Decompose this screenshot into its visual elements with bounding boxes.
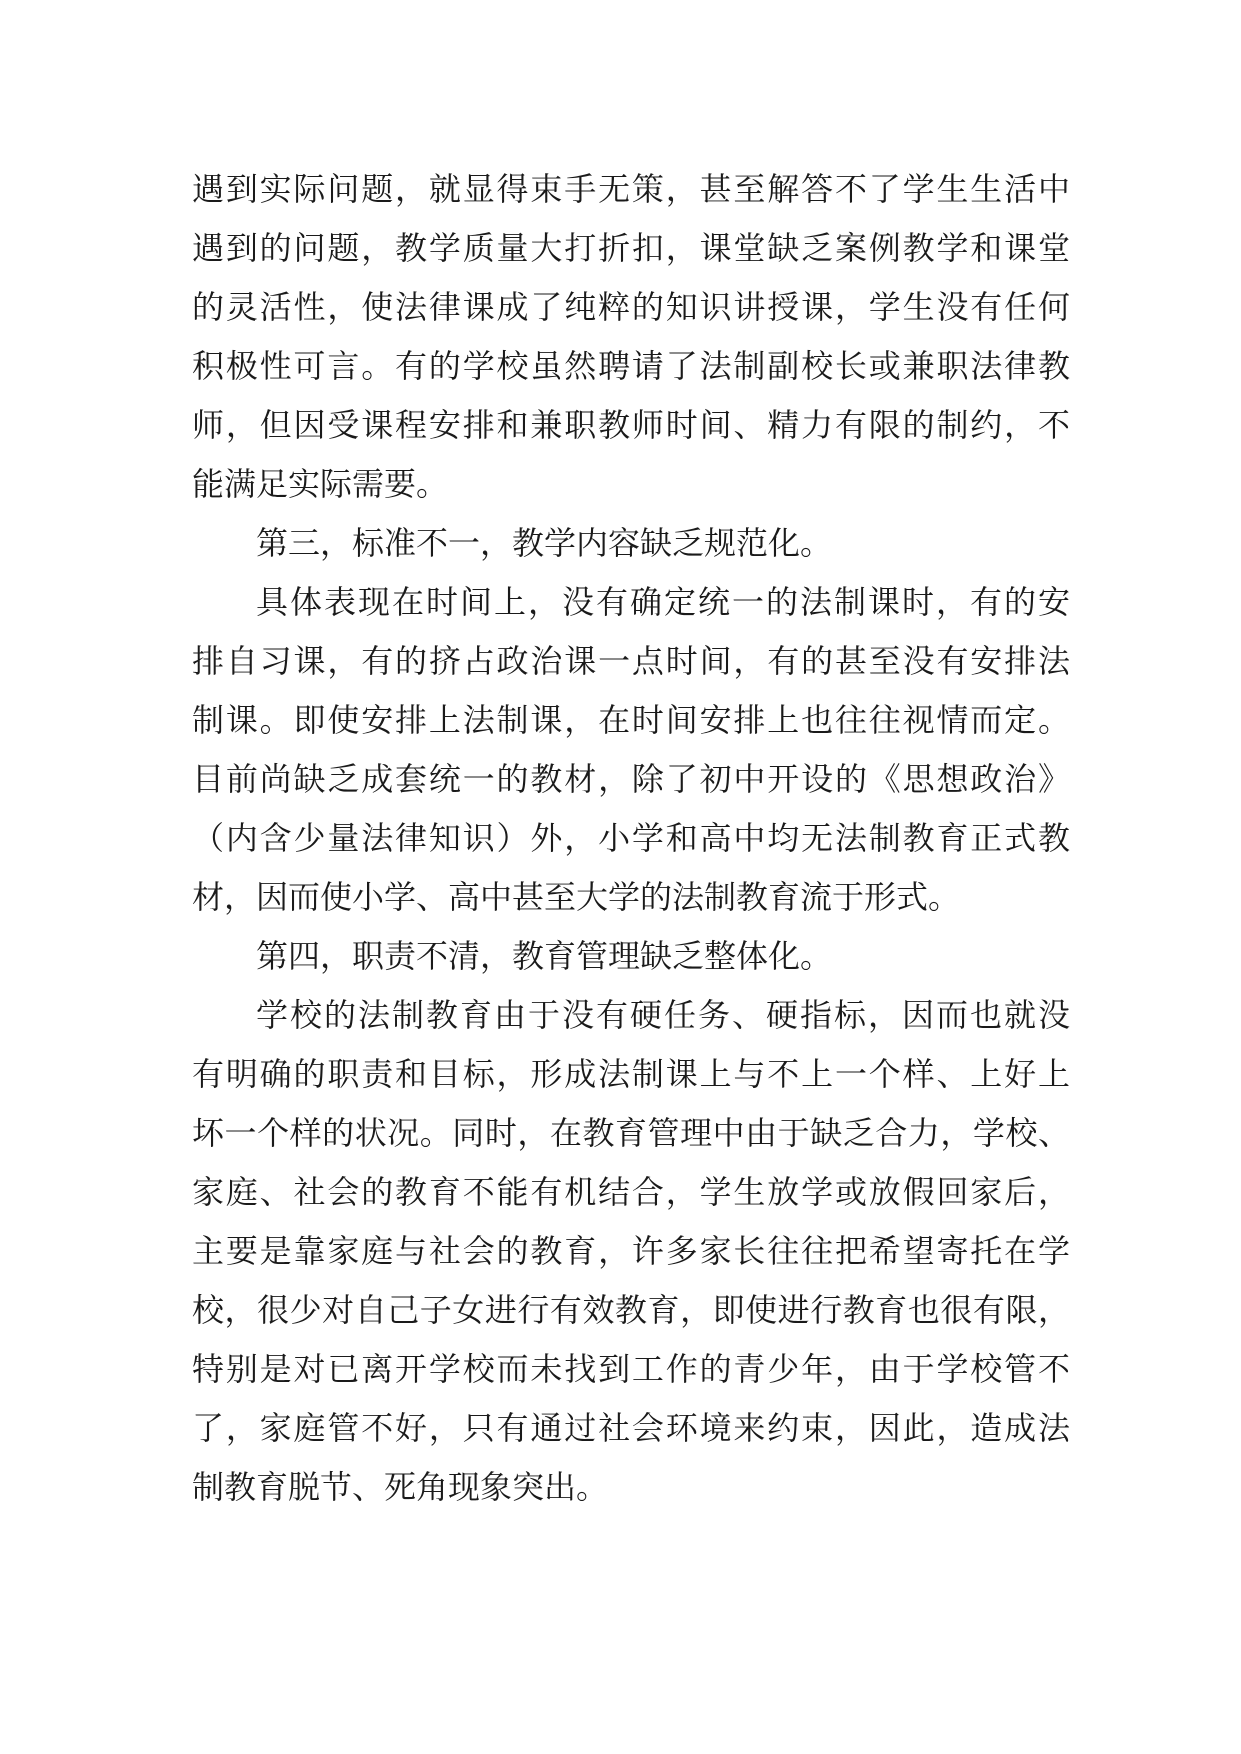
text-line: 排自习课，有的挤占政治课一点时间，有的甚至没有安排法: [192, 642, 1070, 680]
text-line: 能满足实际需要。: [192, 465, 449, 503]
text-line: （内含少量法律知识）外，小学和高中均无法制教育正式教: [192, 819, 1070, 857]
text-line: 积极性可言。有的学校虽然聘请了法制副校长或兼职法律教: [192, 347, 1070, 385]
text-line: 坏一个样的状况。同时，在教育管理中由于缺乏合力，学校、: [192, 1114, 1070, 1152]
text-line: 的灵活性，使法律课成了纯粹的知识讲授课，学生没有任何: [192, 288, 1070, 326]
text-line: 制课。即使安排上法制课，在时间安排上也往往视情而定。: [192, 701, 1070, 739]
text-line: 主要是靠家庭与社会的教育，许多家长往往把希望寄托在学: [192, 1232, 1070, 1270]
text-line: 第四，职责不清，教育管理缺乏整体化。: [256, 937, 833, 975]
text-line: 师，但因受课程安排和兼职教师时间、精力有限的制约，不: [192, 406, 1070, 444]
text-line: 校，很少对自己子女进行有效教育，即使进行教育也很有限，: [192, 1291, 1070, 1329]
text-line: 遇到的问题，教学质量大打折扣，课堂缺乏案例教学和课堂: [192, 229, 1070, 267]
text-line: 遇到实际问题，就显得束手无策，甚至解答不了学生生活中: [192, 170, 1070, 208]
text-line: 有明确的职责和目标，形成法制课上与不上一个样、上好上: [192, 1055, 1070, 1093]
text-line: 特别是对已离开学校而未找到工作的青少年，由于学校管不: [192, 1350, 1070, 1388]
text-line: 学校的法制教育由于没有硬任务、硬指标，因而也就没: [256, 996, 1070, 1034]
text-line: 制教育脱节、死角现象突出。: [192, 1468, 609, 1506]
text-line: 第三，标准不一，教学内容缺乏规范化。: [256, 524, 833, 562]
text-line: 家庭、社会的教育不能有机结合，学生放学或放假回家后，: [192, 1173, 1070, 1211]
text-line: 具体表现在时间上，没有确定统一的法制课时，有的安: [256, 583, 1070, 621]
text-line: 了，家庭管不好，只有通过社会环境来约束，因此，造成法: [192, 1409, 1070, 1447]
body-text: [192, 160, 1070, 1517]
text-line: 材，因而使小学、高中甚至大学的法制教育流于形式。: [192, 878, 961, 916]
text-line: 目前尚缺乏成套统一的教材，除了初中开设的《思想政治》: [192, 760, 1070, 798]
